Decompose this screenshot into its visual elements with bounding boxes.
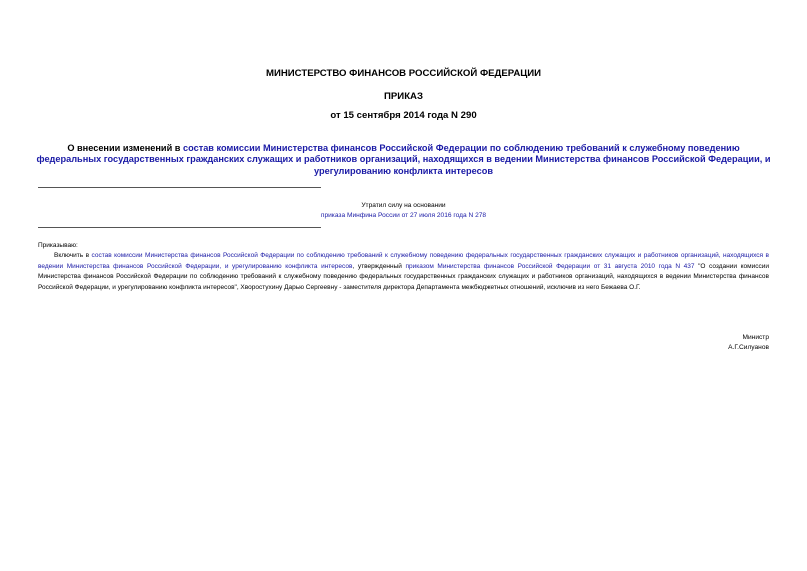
divider-bottom [38, 227, 321, 228]
orders-line: Приказываю: [38, 242, 78, 249]
signature-position: Министр [742, 334, 769, 341]
para-mid-2: "О создании комиссии Министерства финансов Российской Федерации по соблюдению требований к служебному поведению федеральных государственных гражданских служащих и работников организаций, находящихся в ведении Министерства финансов Российской Федерации, и урегулированию конфликта интересов", Хворостухину Дарью Сергеевну - заместителя директора Департамента межбюджетных отношений, исключив из него Бежаева О.Г. [38, 262, 770, 291]
ministry-heading: МИНИСТЕРСТВО ФИНАНСОВ РОССИЙСКОЙ ФЕДЕРАЦИИ [265, 68, 542, 79]
para-mid-1: , утвержденный [352, 262, 406, 270]
para-intro: Включить в [54, 252, 92, 259]
title-prefix: О внесении изменений в [67, 143, 183, 153]
order-437-link[interactable]: приказом Министерства финансов Российской Федерации от 31 августа 2010 года N 437 [405, 262, 695, 270]
document-title [36, 143, 771, 177]
lost-force-note: Утратил силу на основании [361, 202, 446, 209]
commission-composition-link[interactable]: состав комиссии Министерства финансов Российской Федерации по соблюдению требований к служебному поведению федеральных государственных гражданских служащих и работников организаций, находящихся в ведении Министерства финансов Российской Федерации, и урегулированию конфликта интересов [38, 252, 769, 270]
main-paragraph [38, 251, 769, 293]
title-link[interactable]: состав комиссии Министерства финансов Российской Федерации по соблюдению требований к служебному поведению федеральных государственных гражданских служащих и работников организаций, находящихся в ведении Министерства финансов Российской Федерации, и урегулированию конфликта интересов [36, 143, 771, 176]
signature-name: А.Г.Силуанов [728, 344, 769, 351]
order-date-number: от 15 сентября 2014 года N 290 [330, 110, 477, 121]
lost-force-link[interactable]: приказа Минфина России от 27 июля 2016 года N 278 [320, 212, 487, 219]
order-heading: ПРИКАЗ [384, 91, 423, 102]
lost-force-link-line [38, 212, 769, 219]
divider-top [38, 187, 321, 188]
